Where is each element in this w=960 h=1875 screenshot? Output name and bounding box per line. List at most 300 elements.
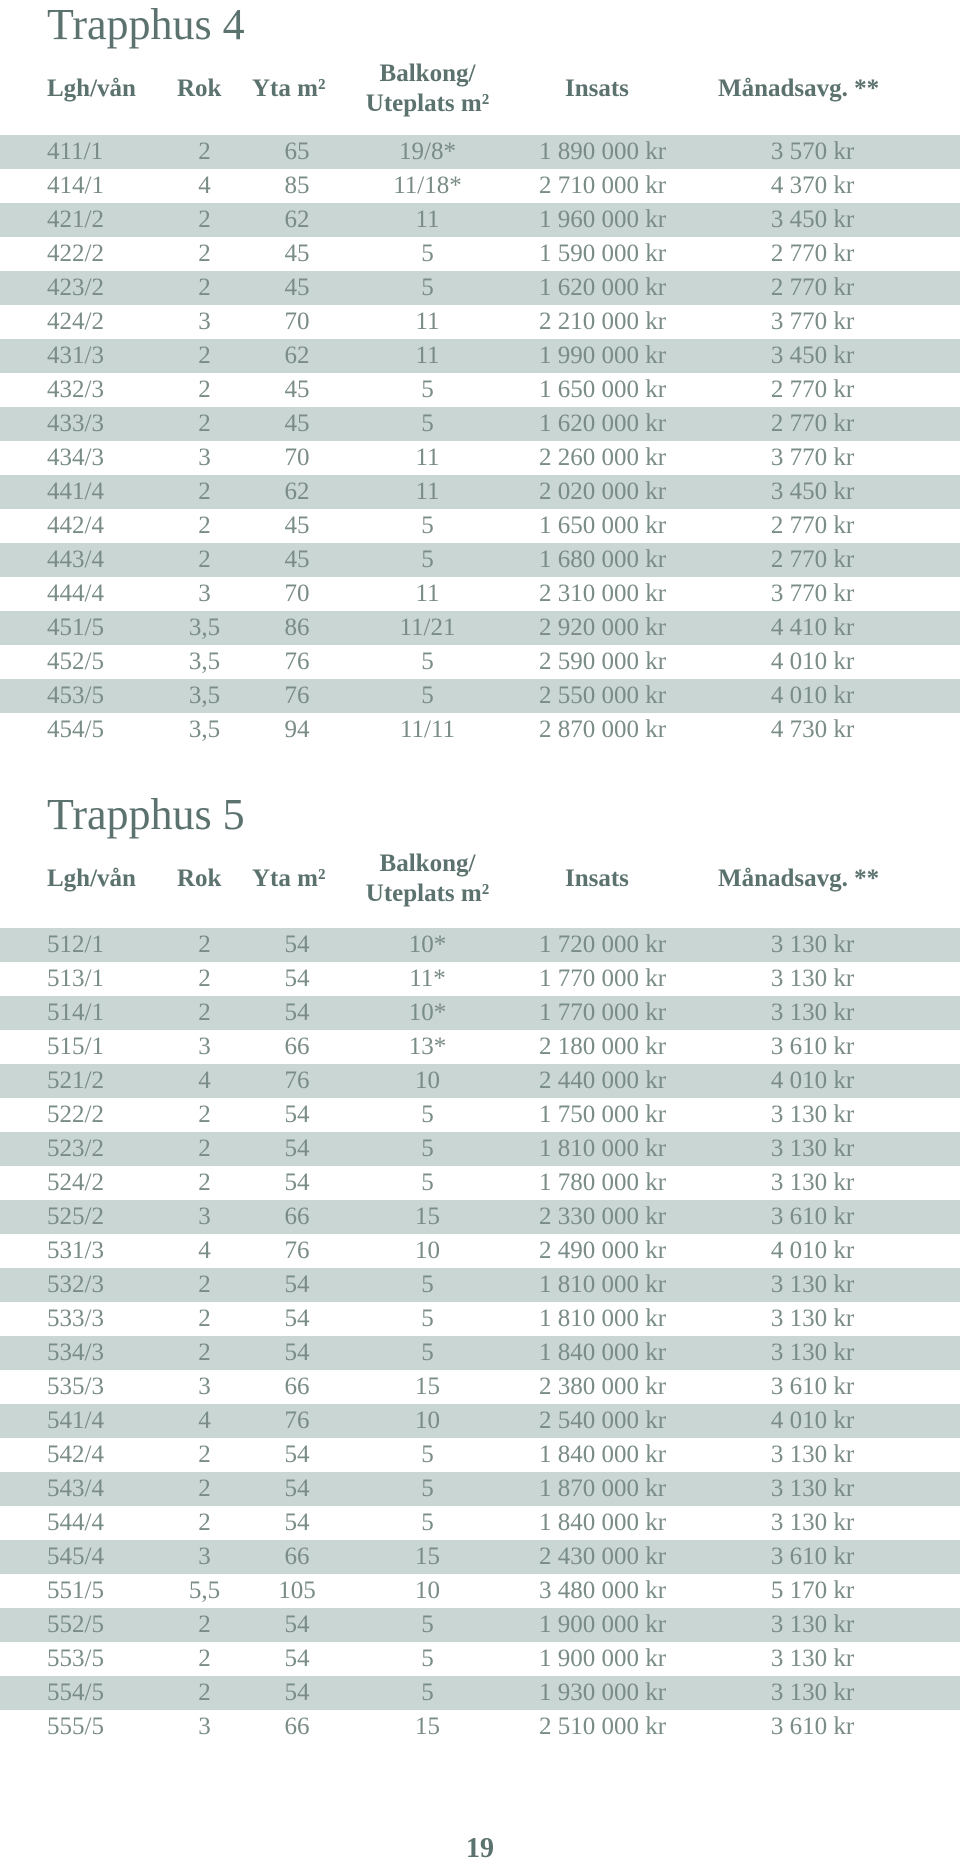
cell-yta: 66 <box>284 1033 310 1060</box>
cell-lgh: 431/3 <box>47 342 104 369</box>
table-row <box>0 271 960 305</box>
cell-insats: 2 020 000 kr <box>538 478 667 505</box>
cell-yta: 45 <box>284 240 310 267</box>
cell-insats: 1 990 000 kr <box>538 342 667 369</box>
cell-rok: 2 <box>198 478 211 505</box>
table-row <box>0 928 960 962</box>
cell-insats: 1 840 000 kr <box>538 1441 667 1468</box>
cell-yta: 45 <box>284 410 310 437</box>
cell-rok: 2 <box>198 1169 211 1196</box>
cell-rok: 2 <box>198 1441 211 1468</box>
cell-yta: 76 <box>284 682 310 709</box>
cell-manadsavg: 4 010 kr <box>770 682 855 709</box>
cell-balkong: 5 <box>421 682 434 709</box>
cell-manadsavg: 2 770 kr <box>770 512 855 539</box>
table-row <box>0 169 960 203</box>
table-row <box>0 1336 960 1370</box>
cell-insats: 2 540 000 kr <box>538 1407 667 1434</box>
cell-rok: 2 <box>198 1475 211 1502</box>
header-lgh: Lgh/vån <box>47 865 136 892</box>
cell-balkong: 11/21 <box>399 614 456 641</box>
cell-rok: 2 <box>198 274 211 301</box>
cell-rok: 2 <box>198 1679 211 1706</box>
cell-lgh: 532/3 <box>47 1271 104 1298</box>
cell-manadsavg: 2 770 kr <box>770 410 855 437</box>
cell-lgh: 451/5 <box>47 614 104 641</box>
cell-balkong: 5 <box>421 1475 434 1502</box>
cell-balkong: 13* <box>408 1033 447 1060</box>
cell-insats: 3 480 000 kr <box>538 1577 667 1604</box>
cell-lgh: 421/2 <box>47 206 104 233</box>
cell-yta: 54 <box>284 1305 310 1332</box>
cell-manadsavg: 3 130 kr <box>770 1611 855 1638</box>
cell-insats: 2 260 000 kr <box>538 444 667 471</box>
cell-yta: 70 <box>284 580 310 607</box>
cell-yta: 54 <box>284 1679 310 1706</box>
table-row <box>0 135 960 169</box>
cell-manadsavg: 3 130 kr <box>770 999 855 1026</box>
cell-insats: 2 310 000 kr <box>538 580 667 607</box>
table-row <box>0 1540 960 1574</box>
header-balkong-line2: Uteplats m² <box>365 90 490 117</box>
cell-lgh: 452/5 <box>47 648 104 675</box>
cell-lgh: 512/1 <box>47 931 104 958</box>
cell-lgh: 441/4 <box>47 478 104 505</box>
cell-balkong: 5 <box>421 1101 434 1128</box>
cell-insats: 1 900 000 kr <box>538 1611 667 1638</box>
header-yta: Yta m² <box>252 865 326 892</box>
cell-manadsavg: 2 770 kr <box>770 376 855 403</box>
cell-insats: 1 900 000 kr <box>538 1645 667 1672</box>
table-trapphus-5 <box>0 928 960 1744</box>
cell-insats: 1 810 000 kr <box>538 1305 667 1332</box>
cell-insats: 2 590 000 kr <box>538 648 667 675</box>
cell-yta: 54 <box>284 1475 310 1502</box>
cell-insats: 2 510 000 kr <box>538 1713 667 1740</box>
cell-yta: 54 <box>284 965 310 992</box>
cell-yta: 54 <box>284 1509 310 1536</box>
cell-rok: 2 <box>198 1645 211 1672</box>
cell-yta: 54 <box>284 1339 310 1366</box>
table-row <box>0 407 960 441</box>
cell-balkong: 5 <box>421 546 434 573</box>
cell-balkong: 5 <box>421 1271 434 1298</box>
cell-yta: 70 <box>284 308 310 335</box>
cell-yta: 54 <box>284 1101 310 1128</box>
header-balkong-line2: Uteplats m² <box>365 880 490 907</box>
cell-yta: 62 <box>284 206 310 233</box>
header-balkong-line1: Balkong/ <box>379 60 476 87</box>
cell-yta: 54 <box>284 999 310 1026</box>
cell-yta: 94 <box>284 716 310 743</box>
cell-manadsavg: 4 010 kr <box>770 1067 855 1094</box>
table-trapphus-4 <box>0 135 960 747</box>
cell-balkong: 19/8* <box>399 138 456 165</box>
cell-manadsavg: 4 410 kr <box>770 614 855 641</box>
cell-balkong: 15 <box>415 1543 440 1570</box>
cell-manadsavg: 3 130 kr <box>770 1645 855 1672</box>
cell-yta: 76 <box>284 648 310 675</box>
cell-yta: 66 <box>284 1373 310 1400</box>
cell-manadsavg: 3 130 kr <box>770 1475 855 1502</box>
table-row <box>0 1438 960 1472</box>
cell-lgh: 434/3 <box>47 444 104 471</box>
cell-balkong: 10 <box>415 1237 440 1264</box>
table-header-trapphus-5 <box>0 844 960 914</box>
cell-rok: 3 <box>198 1543 211 1570</box>
cell-insats: 1 770 000 kr <box>538 999 667 1026</box>
cell-rok: 2 <box>198 376 211 403</box>
cell-insats: 1 810 000 kr <box>538 1271 667 1298</box>
cell-insats: 2 710 000 kr <box>538 172 667 199</box>
cell-rok: 2 <box>198 546 211 573</box>
cell-lgh: 521/2 <box>47 1067 104 1094</box>
cell-manadsavg: 3 450 kr <box>770 342 855 369</box>
cell-manadsavg: 3 130 kr <box>770 1339 855 1366</box>
cell-insats: 1 590 000 kr <box>538 240 667 267</box>
cell-balkong: 10* <box>408 999 447 1026</box>
cell-rok: 3 <box>198 1713 211 1740</box>
cell-insats: 1 620 000 kr <box>538 410 667 437</box>
cell-yta: 54 <box>284 1169 310 1196</box>
cell-rok: 3,5 <box>188 648 221 675</box>
table-row <box>0 1030 960 1064</box>
cell-rok: 2 <box>198 1135 211 1162</box>
cell-yta: 76 <box>284 1067 310 1094</box>
cell-rok: 2 <box>198 342 211 369</box>
cell-rok: 2 <box>198 1611 211 1638</box>
cell-rok: 5,5 <box>188 1577 221 1604</box>
header-manadsavg: Månadsavg. ** <box>718 75 880 102</box>
cell-insats: 2 210 000 kr <box>538 308 667 335</box>
table-row <box>0 713 960 747</box>
table-row <box>0 339 960 373</box>
cell-manadsavg: 3 770 kr <box>770 444 855 471</box>
cell-lgh: 551/5 <box>47 1577 104 1604</box>
cell-insats: 2 380 000 kr <box>538 1373 667 1400</box>
cell-lgh: 453/5 <box>47 682 104 709</box>
cell-rok: 2 <box>198 965 211 992</box>
cell-balkong: 11 <box>415 206 440 233</box>
table-row <box>0 1098 960 1132</box>
cell-rok: 4 <box>198 1237 211 1264</box>
header-manadsavg: Månadsavg. ** <box>718 865 880 892</box>
cell-lgh: 543/4 <box>47 1475 104 1502</box>
cell-lgh: 443/4 <box>47 546 104 573</box>
cell-yta: 76 <box>284 1237 310 1264</box>
cell-manadsavg: 2 770 kr <box>770 274 855 301</box>
cell-balkong: 5 <box>421 512 434 539</box>
cell-manadsavg: 4 730 kr <box>770 716 855 743</box>
cell-lgh: 513/1 <box>47 965 104 992</box>
cell-lgh: 552/5 <box>47 1611 104 1638</box>
cell-rok: 2 <box>198 1339 211 1366</box>
cell-balkong: 11/11 <box>399 716 456 743</box>
table-row <box>0 1166 960 1200</box>
cell-rok: 2 <box>198 512 211 539</box>
table-row <box>0 1370 960 1404</box>
cell-yta: 66 <box>284 1203 310 1230</box>
cell-lgh: 531/3 <box>47 1237 104 1264</box>
cell-lgh: 535/3 <box>47 1373 104 1400</box>
table-row <box>0 1506 960 1540</box>
table-row <box>0 611 960 645</box>
cell-rok: 3 <box>198 1203 211 1230</box>
cell-yta: 54 <box>284 1611 310 1638</box>
cell-balkong: 11 <box>415 342 440 369</box>
header-insats: Insats <box>565 865 629 892</box>
cell-rok: 2 <box>198 410 211 437</box>
cell-yta: 54 <box>284 1441 310 1468</box>
cell-manadsavg: 3 770 kr <box>770 580 855 607</box>
cell-balkong: 5 <box>421 1305 434 1332</box>
cell-insats: 1 770 000 kr <box>538 965 667 992</box>
cell-manadsavg: 2 770 kr <box>770 240 855 267</box>
cell-lgh: 422/2 <box>47 240 104 267</box>
cell-balkong: 5 <box>421 410 434 437</box>
cell-balkong: 11 <box>415 478 440 505</box>
cell-lgh: 544/4 <box>47 1509 104 1536</box>
cell-lgh: 522/2 <box>47 1101 104 1128</box>
table-row <box>0 1064 960 1098</box>
cell-manadsavg: 3 610 kr <box>770 1713 855 1740</box>
cell-insats: 1 680 000 kr <box>538 546 667 573</box>
cell-insats: 1 750 000 kr <box>538 1101 667 1128</box>
cell-yta: 45 <box>284 512 310 539</box>
table-row <box>0 1472 960 1506</box>
table-row <box>0 1608 960 1642</box>
cell-lgh: 554/5 <box>47 1679 104 1706</box>
header-insats: Insats <box>565 75 629 102</box>
cell-balkong: 5 <box>421 376 434 403</box>
cell-insats: 2 440 000 kr <box>538 1067 667 1094</box>
cell-insats: 1 840 000 kr <box>538 1339 667 1366</box>
cell-lgh: 524/2 <box>47 1169 104 1196</box>
cell-balkong: 11 <box>415 444 440 471</box>
cell-lgh: 424/2 <box>47 308 104 335</box>
cell-manadsavg: 3 130 kr <box>770 965 855 992</box>
table-row <box>0 305 960 339</box>
cell-balkong: 5 <box>421 1509 434 1536</box>
table-row <box>0 1404 960 1438</box>
section-title-trapphus-5: Trapphus 5 <box>47 790 245 839</box>
table-row <box>0 1200 960 1234</box>
cell-manadsavg: 3 130 kr <box>770 931 855 958</box>
header-rok: Rok <box>177 865 222 892</box>
cell-rok: 2 <box>198 138 211 165</box>
table-row <box>0 543 960 577</box>
cell-manadsavg: 4 370 kr <box>770 172 855 199</box>
table-row <box>0 373 960 407</box>
cell-insats: 1 930 000 kr <box>538 1679 667 1706</box>
cell-manadsavg: 4 010 kr <box>770 648 855 675</box>
cell-insats: 2 490 000 kr <box>538 1237 667 1264</box>
cell-lgh: 555/5 <box>47 1713 104 1740</box>
cell-manadsavg: 3 610 kr <box>770 1543 855 1570</box>
cell-rok: 3 <box>198 444 211 471</box>
table-row <box>0 475 960 509</box>
cell-lgh: 542/4 <box>47 1441 104 1468</box>
table-row <box>0 679 960 713</box>
cell-balkong: 10 <box>415 1407 440 1434</box>
table-row <box>0 203 960 237</box>
cell-balkong: 15 <box>415 1373 440 1400</box>
cell-lgh: 454/5 <box>47 716 104 743</box>
cell-balkong: 15 <box>415 1203 440 1230</box>
table-row <box>0 577 960 611</box>
table-row <box>0 962 960 996</box>
cell-manadsavg: 3 130 kr <box>770 1441 855 1468</box>
cell-insats: 1 650 000 kr <box>538 376 667 403</box>
table-row <box>0 996 960 1030</box>
cell-lgh: 433/3 <box>47 410 104 437</box>
cell-manadsavg: 5 170 kr <box>770 1577 855 1604</box>
header-balkong-line1: Balkong/ <box>379 850 476 877</box>
table-row <box>0 1574 960 1608</box>
cell-balkong: 10* <box>408 931 447 958</box>
cell-insats: 1 960 000 kr <box>538 206 667 233</box>
cell-rok: 3 <box>198 1373 211 1400</box>
cell-rok: 3 <box>198 1033 211 1060</box>
cell-balkong: 5 <box>421 1339 434 1366</box>
cell-lgh: 411/1 <box>47 138 104 165</box>
cell-insats: 1 840 000 kr <box>538 1509 667 1536</box>
cell-manadsavg: 3 770 kr <box>770 308 855 335</box>
header-lgh: Lgh/vån <box>47 75 136 102</box>
cell-manadsavg: 3 610 kr <box>770 1033 855 1060</box>
cell-balkong: 5 <box>421 1611 434 1638</box>
cell-rok: 2 <box>198 1271 211 1298</box>
table-row <box>0 1302 960 1336</box>
cell-balkong: 11 <box>415 308 440 335</box>
cell-manadsavg: 3 450 kr <box>770 478 855 505</box>
cell-rok: 3 <box>198 580 211 607</box>
cell-balkong: 5 <box>421 1441 434 1468</box>
table-header-trapphus-4 <box>0 54 960 124</box>
cell-manadsavg: 4 010 kr <box>770 1237 855 1264</box>
cell-rok: 2 <box>198 931 211 958</box>
cell-rok: 4 <box>198 172 211 199</box>
cell-yta: 54 <box>284 1271 310 1298</box>
table-row <box>0 237 960 271</box>
cell-balkong: 10 <box>415 1577 440 1604</box>
cell-yta: 76 <box>284 1407 310 1434</box>
cell-manadsavg: 3 570 kr <box>770 138 855 165</box>
cell-yta: 54 <box>284 1645 310 1672</box>
cell-balkong: 11/18* <box>393 172 462 199</box>
table-row <box>0 1676 960 1710</box>
cell-lgh: 541/4 <box>47 1407 104 1434</box>
cell-yta: 45 <box>284 546 310 573</box>
cell-balkong: 11* <box>409 965 446 992</box>
cell-insats: 1 810 000 kr <box>538 1135 667 1162</box>
cell-balkong: 5 <box>421 648 434 675</box>
cell-rok: 2 <box>198 206 211 233</box>
cell-balkong: 5 <box>421 274 434 301</box>
header-rok: Rok <box>177 75 222 102</box>
cell-rok: 2 <box>198 999 211 1026</box>
cell-manadsavg: 3 130 kr <box>770 1135 855 1162</box>
table-row <box>0 441 960 475</box>
cell-rok: 3 <box>198 308 211 335</box>
cell-yta: 62 <box>284 478 310 505</box>
cell-yta: 54 <box>284 931 310 958</box>
cell-yta: 86 <box>284 614 310 641</box>
table-row <box>0 509 960 543</box>
table-row <box>0 1268 960 1302</box>
table-row <box>0 1710 960 1744</box>
cell-rok: 3,5 <box>188 716 221 743</box>
header-yta: Yta m² <box>252 75 326 102</box>
cell-balkong: 5 <box>421 240 434 267</box>
header-balkong <box>345 54 510 124</box>
cell-lgh: 553/5 <box>47 1645 104 1672</box>
cell-insats: 2 550 000 kr <box>538 682 667 709</box>
cell-manadsavg: 3 610 kr <box>770 1373 855 1400</box>
cell-rok: 2 <box>198 1305 211 1332</box>
cell-manadsavg: 4 010 kr <box>770 1407 855 1434</box>
cell-lgh: 545/4 <box>47 1543 104 1570</box>
cell-insats: 1 780 000 kr <box>538 1169 667 1196</box>
cell-manadsavg: 3 130 kr <box>770 1305 855 1332</box>
cell-insats: 2 870 000 kr <box>538 716 667 743</box>
cell-yta: 45 <box>284 376 310 403</box>
cell-balkong: 10 <box>415 1067 440 1094</box>
cell-lgh: 442/4 <box>47 512 104 539</box>
cell-insats: 2 430 000 kr <box>538 1543 667 1570</box>
cell-lgh: 432/3 <box>47 376 104 403</box>
cell-lgh: 523/2 <box>47 1135 104 1162</box>
cell-balkong: 5 <box>421 1169 434 1196</box>
cell-lgh: 514/1 <box>47 999 104 1026</box>
table-row <box>0 1642 960 1676</box>
cell-balkong: 11 <box>415 580 440 607</box>
cell-manadsavg: 2 770 kr <box>770 546 855 573</box>
cell-lgh: 533/3 <box>47 1305 104 1332</box>
cell-lgh: 423/2 <box>47 274 104 301</box>
cell-rok: 2 <box>198 1101 211 1128</box>
cell-manadsavg: 3 450 kr <box>770 206 855 233</box>
cell-manadsavg: 3 610 kr <box>770 1203 855 1230</box>
header-balkong <box>345 844 510 914</box>
table-row <box>0 645 960 679</box>
cell-yta: 65 <box>284 138 310 165</box>
cell-lgh: 444/4 <box>47 580 104 607</box>
cell-yta: 85 <box>284 172 310 199</box>
cell-rok: 3,5 <box>188 614 221 641</box>
cell-manadsavg: 3 130 kr <box>770 1509 855 1536</box>
cell-manadsavg: 3 130 kr <box>770 1679 855 1706</box>
cell-balkong: 5 <box>421 1645 434 1672</box>
cell-insats: 1 870 000 kr <box>538 1475 667 1502</box>
cell-rok: 3,5 <box>188 682 221 709</box>
cell-rok: 2 <box>198 1509 211 1536</box>
cell-manadsavg: 3 130 kr <box>770 1101 855 1128</box>
cell-yta: 66 <box>284 1713 310 1740</box>
cell-rok: 4 <box>198 1067 211 1094</box>
page-number: 19 <box>466 1833 494 1864</box>
cell-rok: 2 <box>198 240 211 267</box>
cell-insats: 2 180 000 kr <box>538 1033 667 1060</box>
table-row <box>0 1132 960 1166</box>
cell-yta: 66 <box>284 1543 310 1570</box>
cell-balkong: 5 <box>421 1135 434 1162</box>
cell-insats: 1 650 000 kr <box>538 512 667 539</box>
cell-yta: 62 <box>284 342 310 369</box>
cell-lgh: 534/3 <box>47 1339 104 1366</box>
cell-lgh: 414/1 <box>47 172 104 199</box>
cell-insats: 1 890 000 kr <box>538 138 667 165</box>
